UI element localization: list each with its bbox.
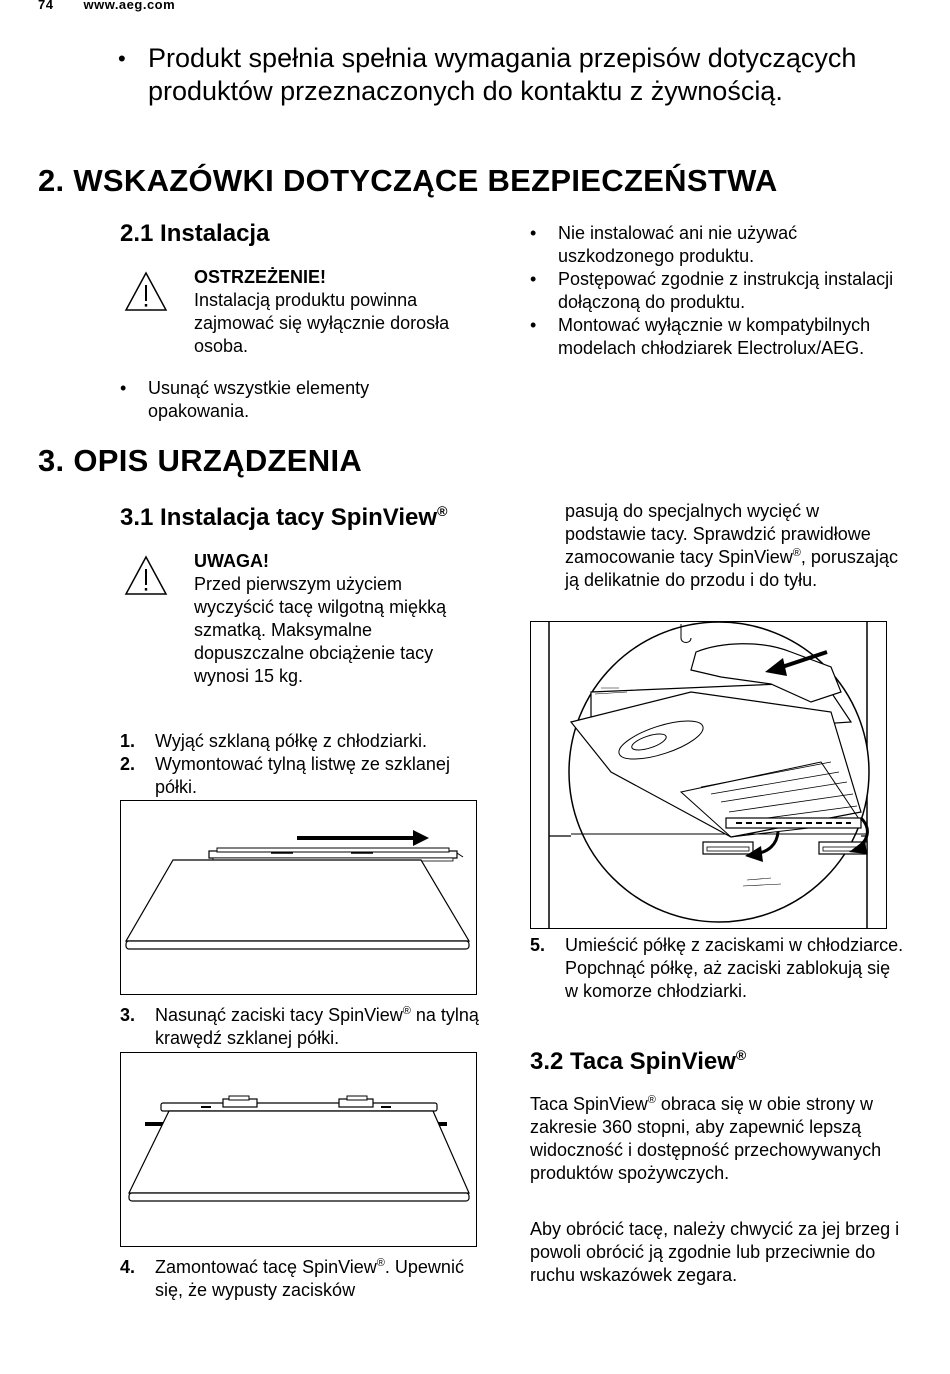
step-text-part: pasują do specjalnych wycięć w podstawie tacy. Sprawdzić prawidłowe zamocowanie tacy SpinView bbox=[565, 501, 871, 567]
section-2-title: 2. WSKAZÓWKI DOTYCZĄCE BEZPIECZEŃSTWA bbox=[38, 163, 778, 198]
step-text: Wymontować tylną listwę ze szklanej półki. bbox=[155, 754, 450, 797]
step-number: 5. bbox=[530, 935, 546, 955]
site-url: www.aeg.com bbox=[83, 0, 176, 12]
warning-text: Instalacją produktu powinna zajmować się wyłącznie dorosła osoba. bbox=[194, 290, 450, 356]
step-number: 2. bbox=[120, 754, 136, 774]
step-text-part: Zamontować tacę SpinView bbox=[155, 1257, 377, 1277]
subsection-3-2-title-text: 3.2 Taca SpinView bbox=[530, 1048, 736, 1075]
step-text-part: , poruszając ją delikatnie do przodu i do tyłu. bbox=[565, 547, 898, 590]
step-2 bbox=[120, 753, 495, 799]
warning-title: OSTRZEŻENIE! bbox=[194, 267, 327, 287]
step-text-part: . Upewnić się, że wypusty zacisków bbox=[155, 1257, 464, 1300]
paragraph-3-2-2: Aby obrócić tacę, należy chwycić za jej brzeg i powoli obrócić ją zgodnie lub przeciwnie do ruchu wskazówek zegara. bbox=[530, 1219, 900, 1285]
shelf-strip-illustration bbox=[121, 801, 476, 994]
figure-clip-mounting bbox=[120, 1052, 477, 1247]
intro-bullet bbox=[118, 42, 918, 108]
registered-mark: ® bbox=[402, 1005, 411, 1017]
list-item: • Usunąć wszystkie elementy opakowania. bbox=[120, 377, 420, 423]
figure-tray-installed bbox=[530, 621, 887, 929]
warning-title: UWAGA! bbox=[194, 551, 269, 571]
step-number: 4. bbox=[120, 1257, 136, 1277]
step-text-part: na tylną krawędź szklanej półki. bbox=[155, 1005, 479, 1048]
step-number: 1. bbox=[120, 731, 136, 751]
step-text: Wyjąć szklaną półkę z chłodziarki. bbox=[155, 731, 427, 751]
registered-mark: ® bbox=[437, 503, 448, 519]
subsection-3-2-title bbox=[530, 1047, 746, 1076]
registered-mark: ® bbox=[376, 1257, 385, 1269]
step-number: 3. bbox=[120, 1005, 136, 1025]
subsection-3-1-title-text: 3.1 Instalacja tacy SpinView bbox=[120, 504, 438, 531]
paragraph-3-2-1 bbox=[530, 1093, 910, 1185]
step-5 bbox=[530, 934, 905, 1003]
warning-text: Przed pierwszym użyciem wyczyścić tacę wilgotną miękką szmatką. Maksymalne dopuszczalne obciążenie tacy wynosi 15 kg. bbox=[194, 574, 447, 686]
warning-block-2-1 bbox=[124, 266, 464, 366]
step-text-part: Nasunąć zaciski tacy SpinView bbox=[155, 1005, 403, 1025]
registered-mark: ® bbox=[792, 547, 801, 559]
section-3-title: 3. OPIS URZĄDZENIA bbox=[38, 443, 363, 478]
step-text bbox=[120, 1256, 495, 1302]
registered-mark: ® bbox=[647, 1094, 656, 1106]
warning-triangle-icon bbox=[124, 270, 168, 312]
page-number: 74 bbox=[38, 0, 54, 12]
step-text bbox=[120, 1004, 495, 1050]
tray-installed-illustration bbox=[531, 622, 886, 928]
subsection-3-1-title bbox=[120, 503, 447, 532]
paragraph-text-part: Taca SpinView bbox=[530, 1094, 648, 1114]
warning-block-3-1 bbox=[124, 550, 464, 715]
subsection-2-1-title: 2.1 Instalacja bbox=[120, 220, 270, 247]
bullets-2-1-left bbox=[120, 377, 420, 423]
paragraph-text-part: obraca się w obie strony w zakresie 360 stopni, aby zapewnić lepszą widoczność i dostępność przechowywanych produktów spożywczych. bbox=[530, 1094, 882, 1183]
bullets-2-1-right bbox=[530, 222, 910, 360]
step-4 bbox=[120, 1256, 495, 1302]
clip-mounting-illustration bbox=[121, 1053, 476, 1246]
page-header bbox=[38, 0, 175, 12]
step-1 bbox=[120, 730, 495, 753]
list-item: • Postępować zgodnie z instrukcją instalacji dołączoną do produktu. bbox=[530, 268, 910, 314]
list-item: • Nie instalować ani nie używać uszkodzonego produktu. bbox=[530, 222, 910, 268]
step-4-continued bbox=[565, 500, 905, 592]
intro-bullet-text: Produkt spełnia spełnia wymagania przepisów dotyczących produktów przeznaczonych do kontaktu z żywnością. bbox=[148, 43, 857, 106]
step-3 bbox=[120, 1004, 495, 1050]
registered-mark: ® bbox=[735, 1047, 747, 1063]
list-item: • Montować wyłącznie w kompatybilnych modelach chłodziarek Electrolux/AEG. bbox=[530, 314, 910, 360]
bullet-glyph: • bbox=[118, 46, 126, 71]
figure-shelf-strip-removal bbox=[120, 800, 477, 995]
warning-triangle-icon bbox=[124, 554, 168, 596]
step-text: Umieścić półkę z zaciskami w chłodziarce. Popchnąć półkę, aż zaciski zablokują się w komorze chłodziarki. bbox=[565, 935, 904, 1001]
